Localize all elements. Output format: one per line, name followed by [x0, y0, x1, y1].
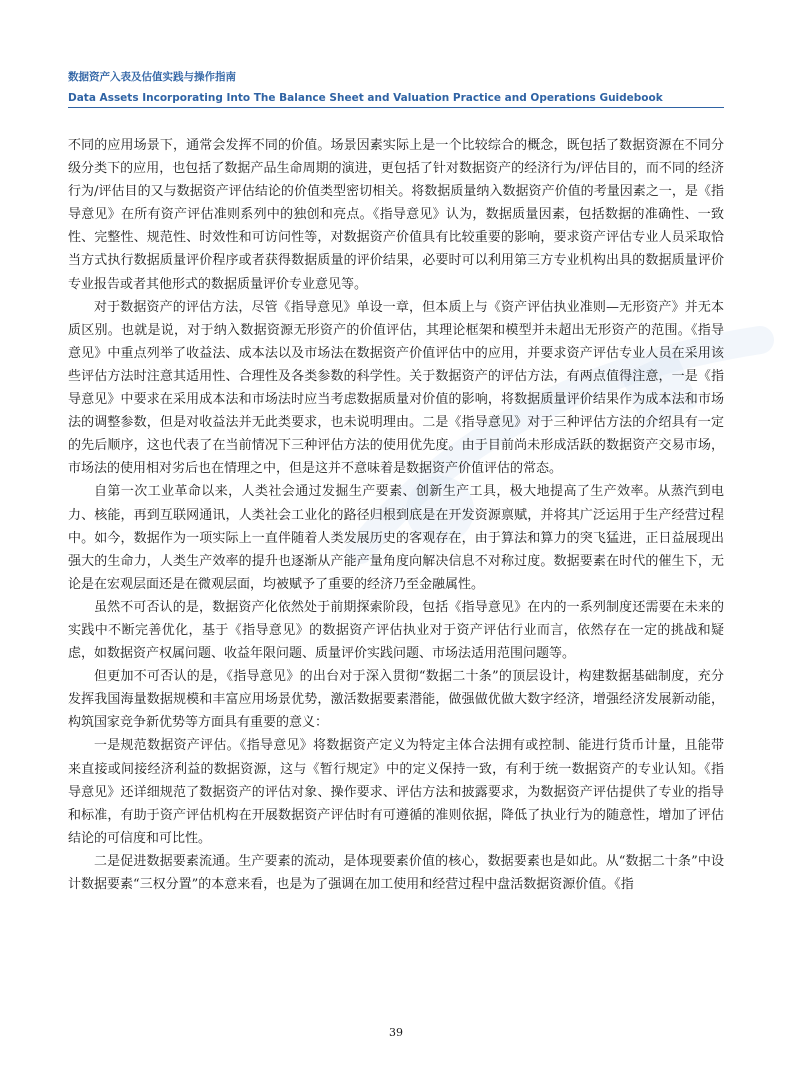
- paragraph: 对于数据资产的评估方法，尽管《指导意见》单设一章，但本质上与《资产评估执业准则—无形资产》并无本质区别。也就是说，对于纳入数据资源无形资产的价值评估，其理论框架和模型并未超出无形资产的范围。《指导意见》中重点列举了收益法、成本法以及市场法在数据资产价值评估中的应用，并要求资产评估专业人员在采用该些评估方法时注意其适用性、合理性及各类参数的科学性。关于数据资产的评估方法，有两点值得注意，一是《指导意见》中要求在采用成本法和市场法时应当考虑数据质量对价值的影响，将数据质量评价结果作为成本法和市场法的调整参数，但是对收益法并无此类要求，也未说明理由。二是《指导意见》对于三种评估方法的介绍具有一定的先后顺序，这也代表了在当前情况下三种评估方法的使用优先度。由于目前尚未形成活跃的数据资产交易市场，市场法的使用相对劣后也在情理之中，但是这并不意味着是数据资产价值评估的常态。: [68, 299, 724, 477]
- running-header: [68, 70, 724, 105]
- paragraph: 但更加不可否认的是，《指导意见》的出台对于深入贯彻“数据二十条”的顶层设计，构建数据基础制度，充分发挥我国海量数据规模和丰富应用场景优势，激活数据要素潜能，做强做优做大数字经济，增强经济发展新动能，构筑国家竞争新优势等方面具有重要的意义：: [68, 669, 724, 731]
- paragraph: 不同的应用场景下，通常会发挥不同的价值。场景因素实际上是一个比较综合的概念，既包括了数据资源在不同分级分类下的应用，也包括了数据产品生命周期的演进，更包括了针对数据资产的经济行为/评估目的，而不同的经济行为/评估目的又与数据资产评估结论的价值类型密切相关。将数据质量纳入数据资产价值的考量因素之一，是《指导意见》在所有资产评估准则系列中的独创和亮点。《指导意见》认为，数据质量因素，包括数据的准确性、一致性、完整性、规范性、时效性和可访问性等，对数据资产价值具有比较重要的影响，要求资产评估专业人员采取恰当方式执行数据质量评价程序或者获得数据质量的评价结果，必要时可以利用第三方专业机构出具的数据质量评价专业报告或者其他形式的数据质量评价专业意见等。: [68, 138, 724, 292]
- header-title-cn: 数据资产入表及估值实践与操作指南: [68, 71, 236, 83]
- header-divider: [68, 107, 724, 108]
- paragraph: 一是规范数据资产评估。《指导意见》将数据资产定义为特定主体合法拥有或控制、能进行货币计量，且能带来直接或间接经济利益的数据资源，这与《暂行规定》中的定义保持一致，有利于统一数据资产的专业认知。《指导意见》还详细规范了数据资产的评估对象、操作要求、评估方法和披露要求，为数据资产评估提供了专业的指导和标准，有助于资产评估机构在开展数据资产评估时有可遵循的准则依据，降低了执业行为的随意性，增加了评估结论的可信度和可比性。: [68, 738, 724, 846]
- header-title-en: Data Assets Incorporating Into The Balance Sheet and Valuation Practice and Operations Guidebook: [68, 92, 663, 104]
- page-number: 39: [389, 1026, 403, 1039]
- body-text: [68, 134, 724, 896]
- paragraph: 二是促进数据要素流通。生产要素的流动，是体现要素价值的核心，数据要素也是如此。从“数据二十条”中设计数据要素“三权分置”的本意来看，也是为了强调在加工使用和经营过程中盘活数据资源价值。《指: [68, 853, 724, 892]
- paragraph: 虽然不可否认的是，数据资产化依然处于前期探索阶段，包括《指导意见》在内的一系列制度还需要在未来的实践中不断完善优化，基于《指导意见》的数据资产评估执业对于资产评估行业而言，依然存在一定的挑战和疑虑，如数据资产权属问题、收益年限问题、质量评价实践问题、市场法适用范围问题等。: [68, 599, 724, 662]
- paragraph: 自第一次工业革命以来，人类社会通过发掘生产要素、创新生产工具，极大地提高了生产效率。从蒸汽到电力、核能，再到互联网通讯，人类社会工业化的路径归根到底是在开发资源禀赋，并将其广泛运用于生产经营过程中。如今，数据作为一项实际上一直伴随着人类发展历史的客观存在，由于算法和算力的突飞猛进，正日益展现出强大的生命力，人类生产效率的提升也逐渐从产能产量角度向解决信息不对称过度。数据要素在时代的催生下，无论是在宏观层面还是在微观层面，均被赋予了重要的经济乃至金融属性。: [68, 484, 724, 592]
